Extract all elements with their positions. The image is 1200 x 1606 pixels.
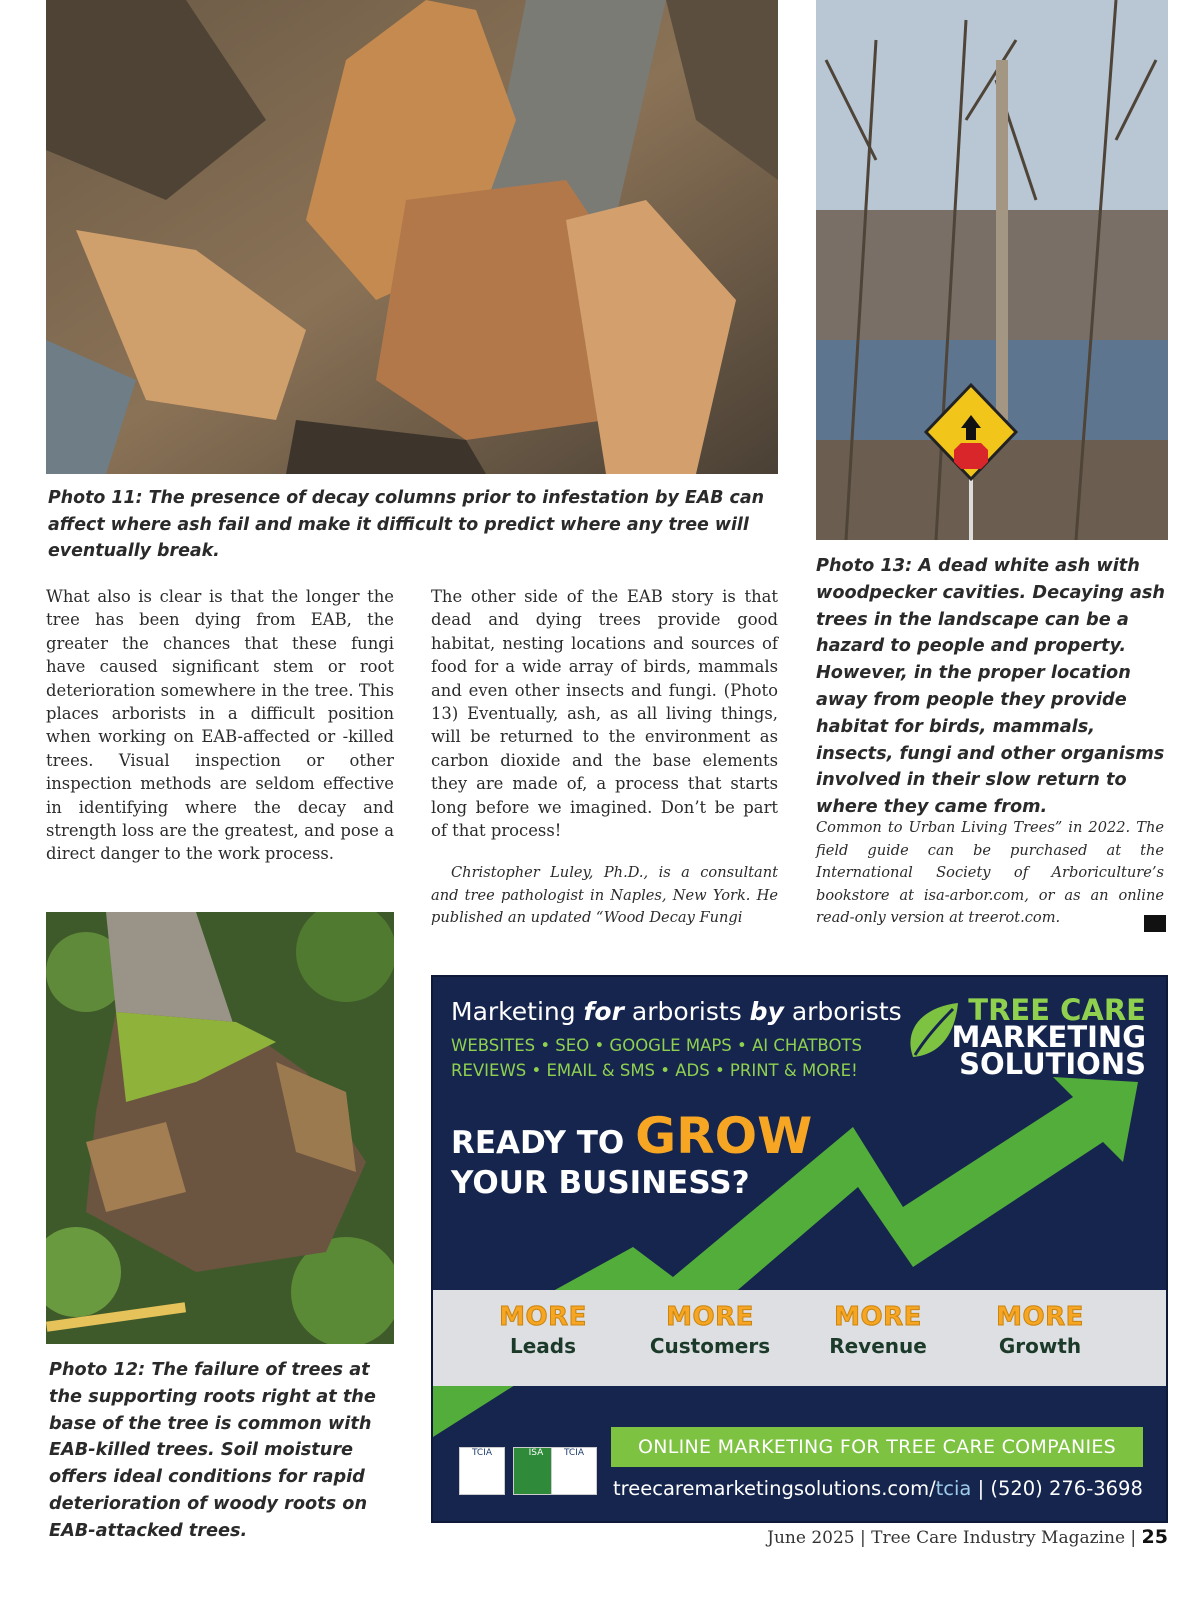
ad-url[interactable]: treecaremarketingsolutions.com/ bbox=[613, 1477, 936, 1500]
advertisement-tree-care-marketing[interactable] bbox=[431, 975, 1168, 1523]
more-word: MORE bbox=[834, 1302, 922, 1332]
author-bio-part-2: Common to Urban Living Trees” in 2022. The field guide can be purchased at the International Society of Arboriculture’s bookstore at isa-arbor.com, or as an online read-only version at treerot.com. bbox=[816, 819, 1164, 926]
tcia-accredited-badge: TCIA bbox=[551, 1447, 597, 1495]
photo-11-fallen-ash bbox=[46, 0, 778, 474]
ad-phone[interactable]: (520) 276-3698 bbox=[990, 1477, 1143, 1500]
tree-care-marketing-logo bbox=[951, 993, 1146, 1081]
ad-contact-line[interactable] bbox=[613, 1477, 1143, 1500]
ad-your-business: YOUR BUSINESS? bbox=[451, 1165, 750, 1201]
leaf-logo-icon bbox=[903, 999, 961, 1061]
more-word: MORE bbox=[666, 1302, 754, 1332]
page-number: 25 bbox=[1141, 1526, 1168, 1548]
contact-separator: | bbox=[977, 1477, 991, 1500]
more-label: Revenue bbox=[829, 1334, 927, 1358]
photo-13-dead-ash-sign bbox=[816, 0, 1168, 540]
logo-line-3: SOLUTIONS bbox=[959, 1047, 1146, 1081]
more-growth bbox=[965, 1302, 1115, 1358]
more-label: Growth bbox=[998, 1334, 1082, 1358]
logo-line-1: TREE CARE bbox=[968, 993, 1146, 1027]
more-label: Leads bbox=[509, 1334, 577, 1358]
page-footer bbox=[767, 1526, 1168, 1548]
photo-12-image bbox=[46, 912, 394, 1344]
ad-services-line-1: WEBSITES • SEO • GOOGLE MAPS • AI CHATBOTS bbox=[451, 1036, 862, 1055]
author-bio-part-1: Christopher Luley, Ph.D., is a consultant and tree pathologist in Naples, New York. He published an updated “Wood Decay Fungi bbox=[431, 864, 778, 926]
body-column-1: What also is clear is that the longer the tree has been dying from EAB, the greater the chances that these fungi have caused significant stem or root deterioration somewhere in the tree. This places arborists in a difficult position when working on EAB-affected or -killed trees. Visual inspection or other inspection methods are seldom effective in identifying where the decay and strength loss are the greatest, and pose a direct danger to the work process. bbox=[46, 587, 394, 864]
more-word: MORE bbox=[996, 1302, 1084, 1332]
more-revenue bbox=[803, 1302, 953, 1358]
tcia-member-badge: TCIA bbox=[459, 1447, 505, 1495]
caption-photo-12: Photo 12: The failure of trees at the supporting roots right at the base of the tree is common with EAB-killed trees. Soil moisture offers ideal conditions for rapid deterioration of woody roots on EAB-attacked trees. bbox=[49, 1360, 376, 1541]
more-label: Customers bbox=[649, 1334, 771, 1358]
photo-11-image bbox=[46, 0, 778, 474]
more-customers bbox=[635, 1302, 785, 1358]
footer-text: June 2025 | Tree Care Industry Magazine | bbox=[767, 1528, 1142, 1548]
caption-photo-13: Photo 13: A dead white ash with woodpecker cavities. Decaying ash trees in the landscape can be a hazard to people and property. However, in the proper location away from people they provide habitat for birds, mammals, insects, fungi and other organisms involved in their slow return to where they came from. bbox=[816, 556, 1165, 818]
body-column-2: The other side of the EAB story is that dead and dying trees provide good habitat, nesting locations and sources of food for a wide array of birds, mammals and even other insects and fungi. (Photo 13) Eventually, ash, as all living things, will be returned to the environment as carbon dioxide and the base elements they are made of, a process that starts long before we imagined. Don’t be part of that process! bbox=[431, 587, 778, 841]
more-leads bbox=[468, 1302, 618, 1358]
ad-ready-to-grow: READY TO GROW bbox=[451, 1107, 813, 1165]
isa-member-badge: ISA bbox=[513, 1447, 559, 1495]
more-word: MORE bbox=[499, 1302, 587, 1332]
ad-url-tcia[interactable]: tcia bbox=[935, 1477, 972, 1500]
ad-headline: Marketing for arborists by arborists bbox=[451, 997, 902, 1026]
logo-line-2: MARKETING bbox=[951, 1020, 1146, 1054]
caption-photo-11: Photo 11: The presence of decay columns prior to infestation by EAB can affect where ash fail and make it difficult to predict where any tree will eventually break. bbox=[48, 488, 764, 561]
ad-services-line-2: REVIEWS • EMAIL & SMS • ADS • PRINT & MORE! bbox=[451, 1061, 858, 1080]
end-mark bbox=[1144, 915, 1166, 932]
photo-13-image bbox=[816, 0, 1168, 540]
photo-12-root-failure bbox=[46, 912, 394, 1344]
online-marketing-banner: ONLINE MARKETING FOR TREE CARE COMPANIES bbox=[611, 1427, 1143, 1467]
